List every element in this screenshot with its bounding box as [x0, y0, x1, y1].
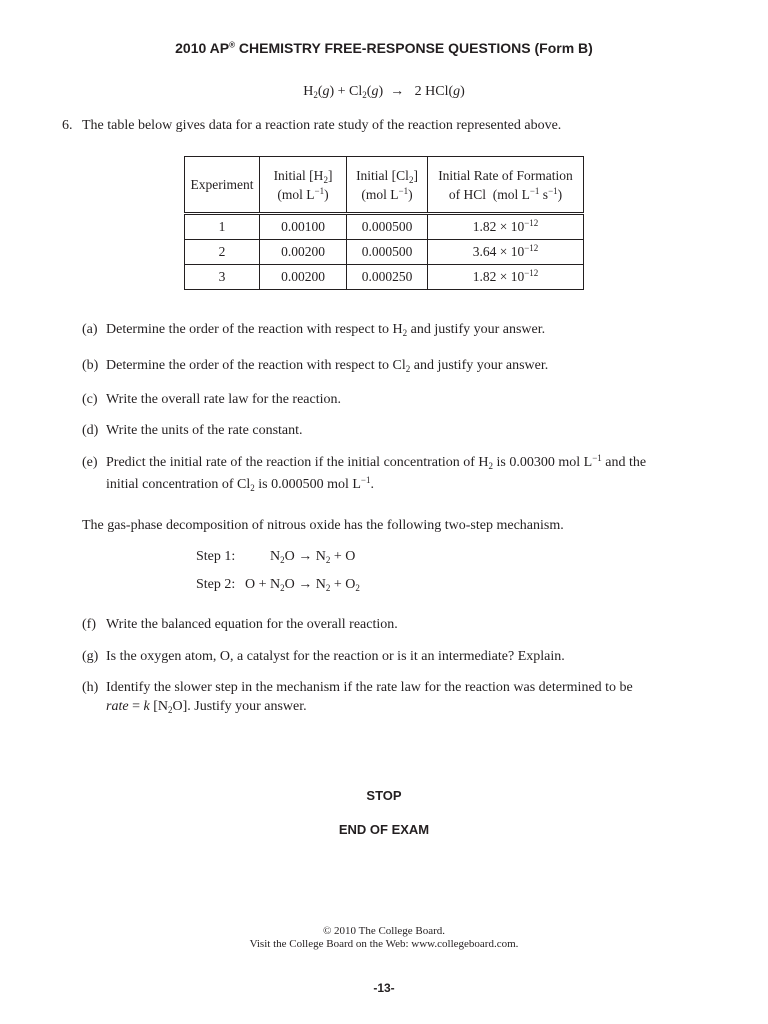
part-c [82, 390, 682, 409]
part-label: (b) [82, 358, 99, 373]
part-text: Determine the order of the reaction with respect to $Cl_2$ and justify your answer. [106, 358, 549, 374]
cell-rate: $1.82 \times 10^{-12}$ [428, 214, 584, 240]
table-header-row [185, 157, 584, 214]
cell-experiment: 3 [185, 265, 260, 290]
step-1-equation: $N_2O \to N_2 + O$ [270, 549, 356, 565]
table-row [185, 265, 584, 290]
part-text: Determine the order of the reaction with respect to $H_2$ and justify your answer. [106, 322, 546, 338]
page-number: -13- [373, 981, 395, 995]
cell-rate: $3.64 \times 10^{-12}$ [428, 240, 584, 265]
question-intro [62, 117, 561, 135]
part-label: (g) [82, 649, 99, 664]
cell-experiment: 2 [185, 240, 260, 265]
stop-label: STOP [366, 788, 402, 803]
part-text-line1: Identify the slower step in the mechanism if the rate law for the reaction was determined to be [106, 680, 633, 695]
step-1-label: Step 1: [196, 549, 236, 564]
part-a [82, 320, 682, 339]
part-label: (f) [82, 617, 96, 632]
part-d [82, 421, 682, 440]
part-label: (d) [82, 423, 99, 438]
question-intro-text: The table below gives data for a reaction rate study of the reaction represented above. [82, 118, 562, 133]
part-b [82, 356, 682, 375]
end-of-exam-label: END OF EXAM [338, 822, 430, 837]
part-label: (h) [82, 680, 99, 695]
mechanism-intro: The gas-phase decomposition of nitrous oxide has the following two-step mechanism. [82, 518, 564, 533]
table-row [185, 214, 584, 240]
cell-cl2: 0.000500 [347, 240, 428, 265]
footer [0, 925, 768, 951]
footer-visit: Visit the College Board on the Web: www.collegeboard.com. [249, 938, 519, 950]
cell-rate: $1.82 \times 10^{-12}$ [428, 265, 584, 290]
rate-data-table [184, 156, 584, 290]
reaction-text: $H_2(g) + Cl_2(g) \to 2$ HCl(g) [303, 84, 465, 100]
question-number: 6. [62, 118, 73, 133]
header-title-suffix: CHEMISTRY FREE-RESPONSE QUESTIONS (Form B) [235, 40, 593, 56]
part-text-line2: initial concentration of $Cl_2$ is 0.000500 mol $L^{-1}$. [106, 475, 374, 493]
part-text: Write the units of the rate constant. [106, 423, 303, 438]
cell-experiment: 1 [185, 214, 260, 240]
part-text: Is the oxygen atom, O, a catalyst for the reaction or is it an intermediate? Explain. [106, 649, 565, 664]
part-label: (c) [82, 392, 98, 407]
cell-h2: 0.00200 [260, 240, 347, 265]
footer-copyright: © 2010 The College Board. [322, 925, 446, 937]
part-text: Write the balanced equation for the overall reaction. [106, 617, 398, 632]
cell-cl2: 0.000250 [347, 265, 428, 290]
reaction-equation [0, 84, 768, 100]
cell-cl2: 0.000500 [347, 214, 428, 240]
header-h2: Initial $[H_2]$ (mol $L^{-1}$) [260, 157, 347, 214]
header-rate: Initial Rate of Formation of HCl (mol $L^{-1}$ $s^{-1}$) [428, 157, 584, 214]
registered-mark: ® [229, 40, 236, 50]
header-title-prefix: 2010 AP [175, 40, 230, 56]
table-row [185, 240, 584, 265]
page-header [0, 40, 768, 56]
cell-h2: 0.00100 [260, 214, 347, 240]
header-experiment: Experiment [185, 157, 260, 214]
part-e [82, 453, 682, 494]
part-h [82, 678, 682, 716]
part-label: (e) [82, 455, 98, 470]
step-2-equation: $O + N_2O \to N_2 + O_2$ [245, 577, 360, 593]
part-f [82, 615, 682, 634]
part-g [82, 647, 682, 666]
part-text-line1: Predict the initial rate of the reaction if the initial concentration of $H_2$ is 0.00300 mol $L^{-1}$ and the [106, 453, 647, 471]
step-2-label: Step 2: [196, 577, 236, 592]
part-label: (a) [82, 322, 98, 337]
part-text-line2: rate = k $[N_2O]$. Justify your answer. [106, 699, 307, 715]
part-text: Write the overall rate law for the reaction. [106, 392, 341, 407]
cell-h2: 0.00200 [260, 265, 347, 290]
header-cl2: Initial $[Cl_2]$ (mol $L^{-1}$) [347, 157, 428, 214]
